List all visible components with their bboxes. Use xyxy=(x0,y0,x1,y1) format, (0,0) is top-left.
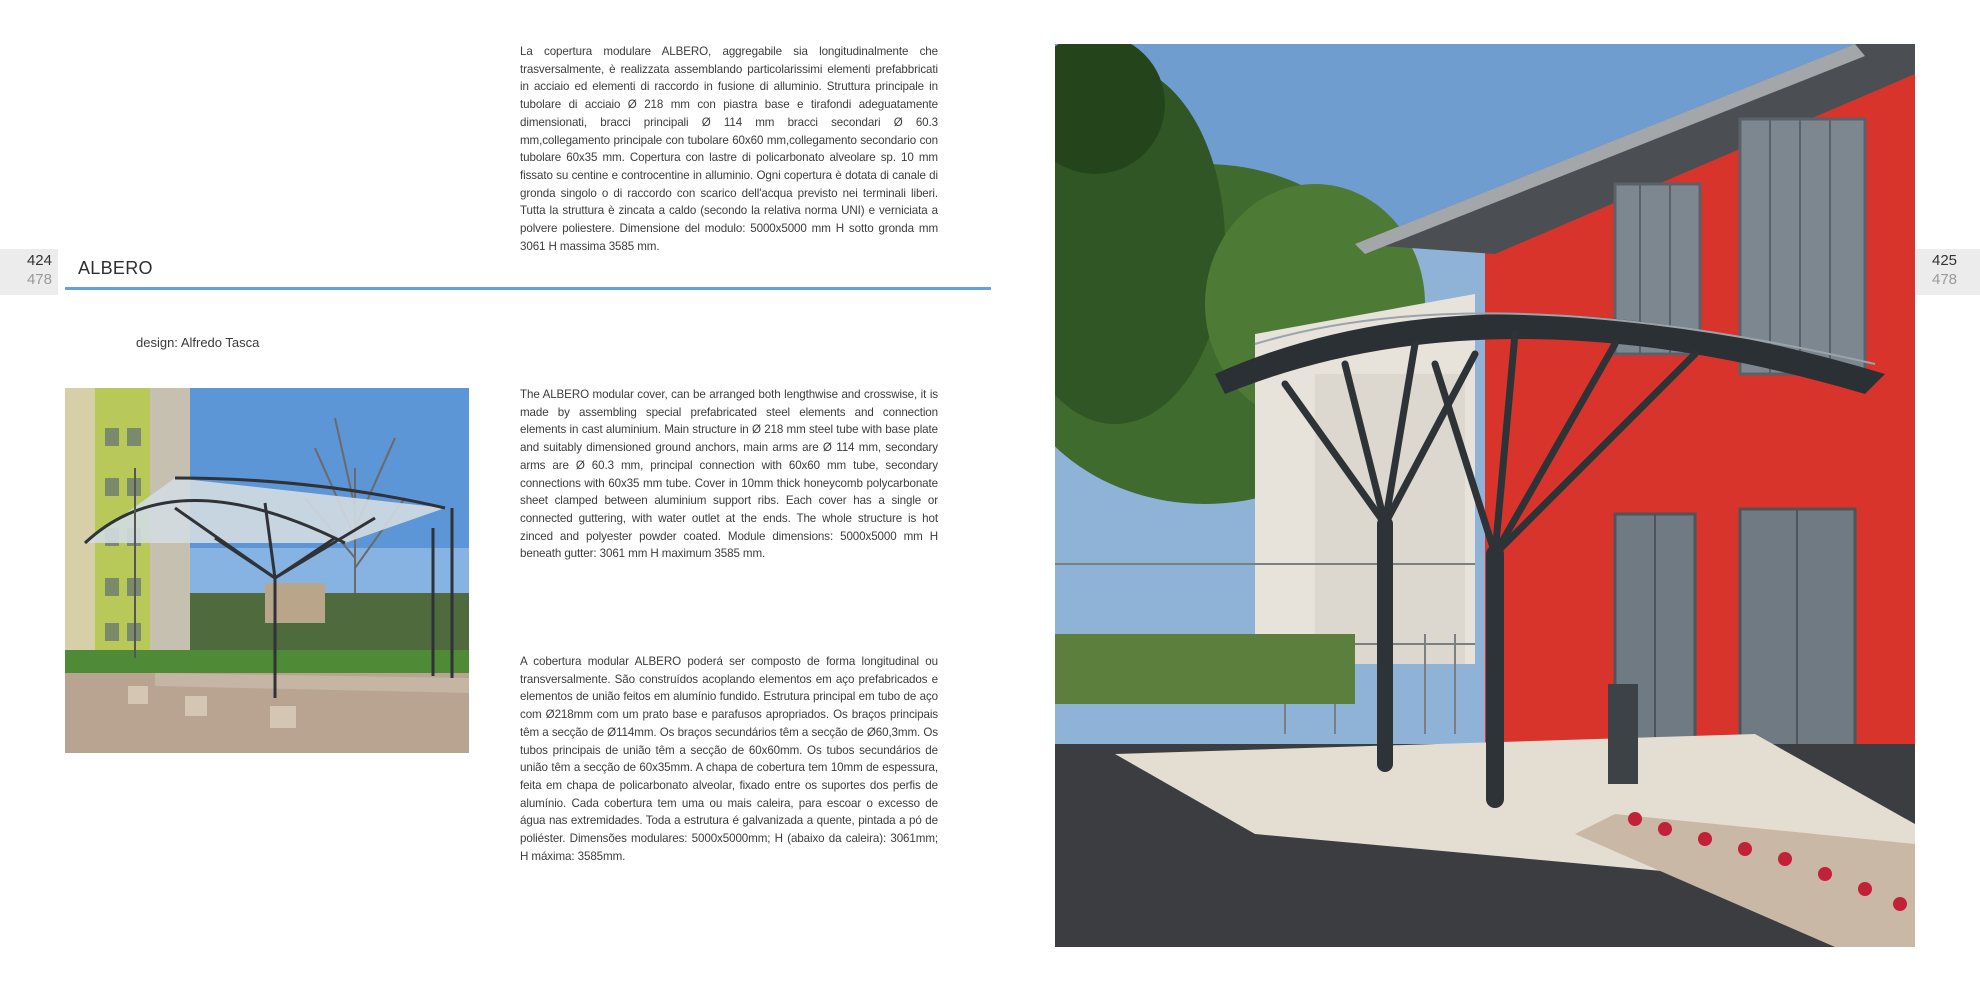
page-total-right: 478 xyxy=(1932,271,1958,288)
description-italian: La copertura modulare ALBERO, aggregabile sia longitudinalmente che trasversalmente, è realizzata assemblando particolarissimi elementi prefabbricati in acciaio ed elementi di raccordo in fusione di alluminio. Struttura principale in tubolare di acciaio Ø 218 mm con piastra base e tirafondi adeguatamente dimensionati, bracci principali Ø 114 mm bracci secondari Ø 60.3 mm,collegamento principale con tubolare 60x60 mm,collegamento secondario con tubolare 60x35 mm. Copertura con lastre di policarbonato alveolare sp. 10 mm fissato su centine e controcentine in alluminio. Ogni copertura è dotata di canale di gronda singolo o di raccordo con scarico dell'acqua previsto nei terminali liberi. Tutta la struttura è zincata a caldo (secondo la relativa norma UNI) e verniciata a polvere poliestere. Dimensione del modulo: 5000x5000 mm H sotto gronda mm 3061 H massima 3585 mm. xyxy=(520,45,938,253)
product-title: ALBERO xyxy=(78,258,153,278)
page-current-left: 424 xyxy=(26,252,52,269)
product-photo-small xyxy=(65,388,469,753)
designer-credit: design: Alfredo Tasca xyxy=(136,335,260,350)
description-portuguese: A cobertura modular ALBERO poderá ser composto de forma longitudinal ou transversalmente. São construídos acoplando elementos em aço prefabricados e elementos de união feitos em alumínio fundido. Estrutura principal em tubo de aço com Ø218mm com um prato base e parafusos apropriados. Os braços principais têm a secção de Ø114mm. Os braços secundários têm a secção de Ø60,3mm. Os tubos principais de união têm a secção de 60x60mm. Os tubos secundários de união têm a secção de 60x35mm. A chapa de cobertura tem 10mm de espessura, feita em chapa de policarbonato alveolar, fixado entre os suportes dos perfis de alumínio. Cada cobertura tem uma ou mais caleira, para escoar o excesso de água nas extremidades. Toda a estrutura é galvanizada a quente, pintada a pó de poliéster. Dimensões modulares: 5000x5000mm; H (abaixo da caleira): 3061mm; H máxima: 3585mm. xyxy=(520,655,938,863)
page-number-left xyxy=(0,249,58,295)
product-photo-large xyxy=(1055,44,1915,947)
description-english: The ALBERO modular cover, can be arranged both lengthwise and crosswise, it is made by assembling special prefabricated steel elements and connection elements in cast aluminium. Main structure in Ø 218 mm steel tube with base plate and suitably dimensioned ground anchors, main arms are Ø 114 mm, secondary arms are Ø 60.3 mm, principal connection with 60x60 mm tube, secondary connections with 60x35 mm tube. Cover in 10mm thick honeycomb polycarbonate sheet clamped between aluminium support ribs. Each cover has a single or connected guttering, with water outlet at the ends. The whole structure is hot zinced and polyester powder coated. Module dimensions: 5000x5000 mm H beneath gutter: 3061 mm H maximum 3585 mm. xyxy=(520,388,938,561)
page-number-right xyxy=(1916,249,1980,295)
page-current-right: 425 xyxy=(1932,252,1958,269)
page-total-left: 478 xyxy=(26,271,52,288)
title-divider xyxy=(65,287,991,290)
